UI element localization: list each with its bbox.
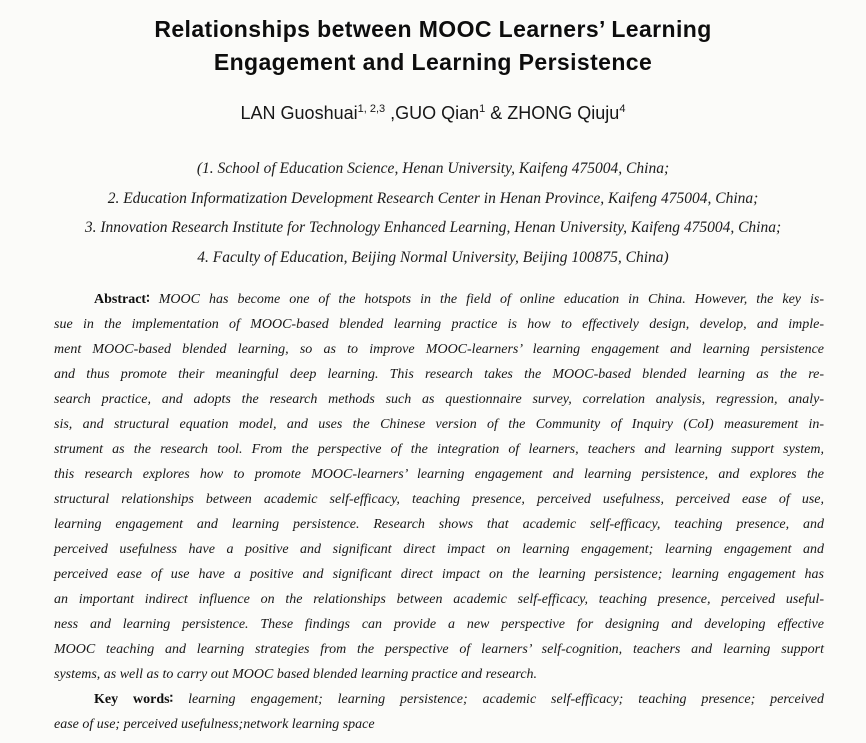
affiliation-line-4: 4. Faculty of Education, Beijing Normal University, Beijing 100875, China): [197, 248, 669, 266]
paper-title-line1: Relationships between MOOC Learners’ Learning: [154, 16, 712, 42]
paper-title-line2: Engagement and Learning Persistence: [213, 49, 653, 75]
abstract-section: [54, 287, 824, 687]
abstract-line: ment MOOC-based blended learning, so as to improve MOOC-learners’ learning engagement and learning persistence: [54, 342, 824, 357]
paper-title: [0, 0, 866, 79]
abstract-line: ness and learning persistence. These findings can provide a new perspective for designing and developing effective: [54, 617, 824, 632]
author-2-affil-superscript: 1: [479, 103, 486, 115]
abstract-line: sue in the implementation of MOOC-based blended learning practice is how to effectively design, develop, and imple-: [54, 317, 824, 332]
abstract-line: structural relationships between academic self-efficacy, teaching presence, perceived usefulness, perceived ease of use,: [54, 492, 824, 507]
affiliations-block: [0, 154, 866, 272]
abstract-line: sis, and structural equation model, and uses the Chinese version of the Community of Inquiry (CoI) measurement in-: [54, 417, 824, 432]
abstract-line: perceived ease of use have a positive and significant direct impact on the learning persistence; learning engagement has: [54, 567, 824, 582]
author-3-name: & ZHONG Qiuju: [485, 103, 620, 123]
author-1-affil-superscript: 1, 2,3: [357, 103, 386, 115]
abstract-text: MOOC has become one of the hotspots in the field of online education in China. However, the key is-: [158, 292, 825, 307]
affiliation-line-2: 2. Education Informatization Development Research Center in Henan Province, Kaifeng 475004, China;: [107, 189, 759, 207]
abstract-line: and thus promote their meaningful deep learning. This research takes the MOOC-based blended learning as the re-: [54, 367, 824, 382]
abstract-line: perceived usefulness have a positive and significant direct impact on learning engagement; learning engagement and: [54, 542, 824, 557]
author-2-name: ,GUO Qian: [385, 103, 480, 123]
abstract-label: Abstract∶: [94, 292, 150, 307]
author-3-affil-superscript: 4: [619, 103, 626, 115]
abstract-line: learning engagement and learning persistence. Research shows that academic self-efficacy, teaching presence, and: [54, 517, 824, 532]
keywords-label: Key words∶: [94, 692, 174, 707]
keywords-line: ease of use; perceived usefulness;network learning space: [54, 717, 375, 732]
affiliation-line-3: 3. Innovation Research Institute for Technology Enhanced Learning, Henan University, Kaifeng 475004, China;: [84, 219, 782, 236]
keywords-line: [54, 687, 824, 712]
abstract-line: [54, 287, 824, 312]
keywords-text: learning engagement; learning persistence; academic self-efficacy; teaching presence; perceived: [188, 692, 825, 707]
authors-line: [0, 103, 866, 124]
affiliation-line-1: (1. School of Education Science, Henan University, Kaifeng 475004, China;: [196, 160, 670, 177]
abstract-line: strument as the research tool. From the perspective of the integration of learners, teachers and learning support system,: [54, 442, 824, 457]
keywords-section: [54, 687, 824, 737]
author-1-name: LAN Guoshuai: [240, 103, 358, 123]
abstract-line: an important indirect influence on the relationships between academic self-efficacy, teaching presence, perceived useful-: [54, 592, 824, 607]
abstract-line: this research explores how to promote MOOC-learners’ learning engagement and learning persistence, and explores the: [54, 467, 824, 482]
abstract-line: systems, as well as to carry out MOOC based blended learning practice and research.: [54, 667, 538, 682]
abstract-line: search practice, and adopts the research methods such as questionnaire survey, correlation analysis, regression, analy-: [54, 392, 824, 407]
abstract-line: MOOC teaching and learning strategies from the perspective of learners’ self-cognition, teachers and learning support: [54, 642, 824, 657]
